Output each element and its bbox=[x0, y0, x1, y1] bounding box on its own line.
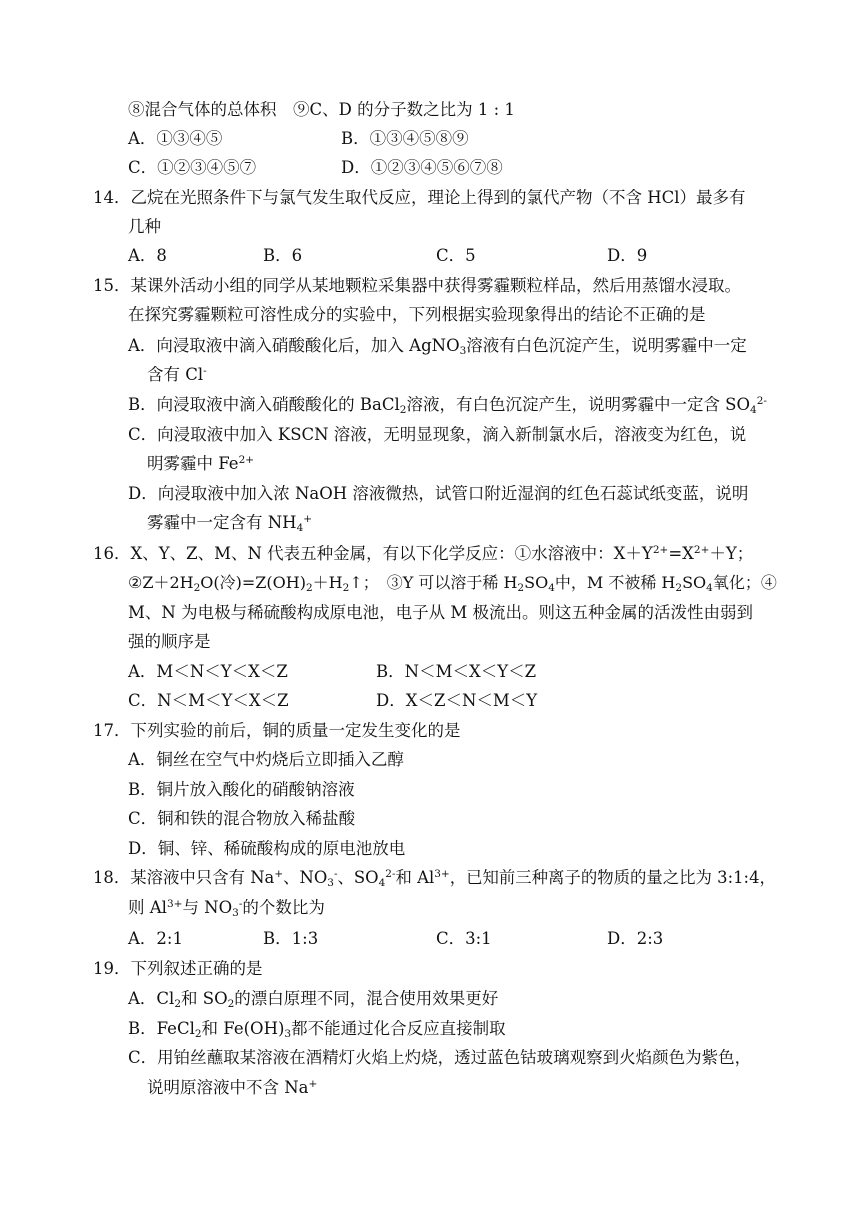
q17-option-c: C．铜和铁的混合物放入稀盐酸 bbox=[128, 809, 356, 828]
q14-number: 14． bbox=[93, 188, 131, 207]
q14-stem-line-2: 几种 bbox=[128, 217, 161, 236]
q16-option-a: A．M＜N＜Y＜X＜Z bbox=[128, 662, 288, 681]
q16-stem-line-3: M、N 为电极与稀硫酸构成原电池，电子从 M 极流出。则这五种金属的活泼性由弱到 bbox=[128, 603, 753, 622]
q15-option-d-line-1: D．向浸取液中加入浓 NaOH 溶液微热，试管口附近湿润的红色石蕊试纸变蓝，说明 bbox=[128, 484, 749, 503]
q15-option-b: B．向浸取液中滴入硝酸酸化的 BaCl$_2$溶液，有白色沉淀产生，说明雾霾中一定含 $SO_4^{2-}$ bbox=[128, 395, 767, 416]
q19-number: 19． bbox=[93, 959, 131, 978]
q19-option-c-line-1: C．用铂丝蘸取某溶液在酒精灯火焰上灼烧，透过蓝色钴玻璃观察到火焰颜色为紫色， bbox=[128, 1048, 752, 1067]
q19-stem: 19．下列叙述正确的是 bbox=[93, 959, 263, 978]
q15-stem-line-2: 在探究雾霾颗粒可溶性成分的实验中，下列根据实验现象得出的结论不正确的是 bbox=[128, 305, 706, 324]
q14-stem-line-1: 14．乙烷在光照条件下与氯气发生取代反应，理论上得到的氯代产物（不含 HCl）最多有 bbox=[93, 188, 746, 207]
q19-option-a: A．$Cl_2$和 $SO_2$的漂白原理不同，混合使用效果更好 bbox=[128, 989, 499, 1010]
q18-stem-line-1: 18．某溶液中只含有 Na+、$NO_3^-$、$SO_4^{2-}$和 $Al^{3+}$，已知前三种离子的物质的量之比为 3:1:4， bbox=[93, 868, 776, 889]
q13-option-c: C．①②③④⑤⑦ bbox=[128, 158, 257, 177]
q13-options-row-2 bbox=[128, 157, 728, 179]
q19-option-c-line-2: 说明原溶液中不含 Na+ bbox=[147, 1078, 318, 1097]
q16-stem-line-4: 强的顺序是 bbox=[128, 632, 211, 651]
q13-option-a: A．①③④⑤ bbox=[128, 129, 223, 148]
q17-option-d: D．铜、锌、稀硫酸构成的原电池放电 bbox=[128, 839, 406, 858]
q18-number: 18． bbox=[93, 868, 131, 887]
q18-option-a: A．2:1 bbox=[128, 929, 183, 948]
q18-option-d: D．2:3 bbox=[607, 929, 664, 948]
q16-options-row-1 bbox=[128, 661, 768, 683]
q16-number: 16． bbox=[93, 544, 131, 563]
q14-option-b: B．6 bbox=[263, 246, 303, 265]
q15-option-a-line-1: A．向浸取液中滴入硝酸酸化后，加入 AgNO$_3$溶液有白色沉淀产生，说明雾霾中一定 bbox=[128, 336, 747, 357]
q14-options bbox=[128, 245, 768, 267]
q13-option-d: D．①②③④⑤⑥⑦⑧ bbox=[341, 158, 503, 177]
q15-option-d-line-2: 雾霾中一定含有 $NH_4^+$ bbox=[147, 513, 313, 534]
q13-options-row-1 bbox=[128, 128, 728, 150]
q16-stem-line-2: $②Z+2H_2O$(冷)$=Z(OH)_2+H_2↑$； ③Y 可以溶于稀 $H_2SO_4$中，M 不被稀 $H_2SO_4$氧化；④ bbox=[128, 573, 777, 594]
q18-stem-line-2: 则 $Al^{3+}$与 $NO_3^-$的个数比为 bbox=[128, 898, 325, 919]
q15-option-c-line-2: 明雾霾中 $Fe^{2+}$ bbox=[147, 454, 255, 473]
q15-number: 15． bbox=[93, 276, 131, 295]
q17-stem: 17．下列实验的前后，铜的质量一定发生变化的是 bbox=[93, 721, 461, 740]
q17-option-b: B．铜片放入酸化的硝酸钠溶液 bbox=[128, 780, 355, 799]
q14-option-d: D．9 bbox=[607, 246, 648, 265]
q15-stem-line-1: 15．某课外活动小组的同学从某地颗粒采集器中获得雾霾颗粒样品，然后用蒸馏水浸取。 bbox=[93, 276, 741, 295]
q16-option-d: D．X＜Z＜N＜M＜Y bbox=[376, 691, 538, 710]
q17-number: 17． bbox=[93, 721, 131, 740]
q16-stem-line-1: 16．X、Y、Z、M、N 代表五种金属，有以下化学反应：①水溶液中：$X+Y^{2+}=X^{2+}+Y$； bbox=[93, 544, 754, 563]
q15-option-c-line-1: C．向浸取液中加入 KSCN 溶液，无明显现象，滴入新制氯水后，溶液变为红色，说 bbox=[128, 425, 747, 444]
q15-option-a-line-2: 含有 Cl- bbox=[147, 365, 207, 384]
q14-option-c: C．5 bbox=[436, 246, 476, 265]
q18-option-b: B．1:3 bbox=[263, 929, 319, 948]
q13-condition-line: ⑧混合气体的总体积 ⑨C、D 的分子数之比为 1 : 1 bbox=[128, 100, 515, 119]
q16-options-row-2 bbox=[128, 690, 768, 712]
q19-option-b: B．FeCl$_2$和 $Fe(OH)_3$都不能通过化合反应直接制取 bbox=[128, 1019, 506, 1040]
q16-option-b: B．N＜M＜X＜Y＜Z bbox=[376, 662, 537, 681]
q13-option-b: B．①③④⑤⑧⑨ bbox=[341, 129, 469, 148]
q16-option-c: C．N＜M＜Y＜X＜Z bbox=[128, 691, 289, 710]
q17-option-a: A．铜丝在空气中灼烧后立即插入乙醇 bbox=[128, 750, 404, 769]
q18-option-c: C．3:1 bbox=[436, 929, 492, 948]
q14-option-a: A．8 bbox=[128, 246, 167, 265]
q18-options bbox=[128, 928, 768, 950]
